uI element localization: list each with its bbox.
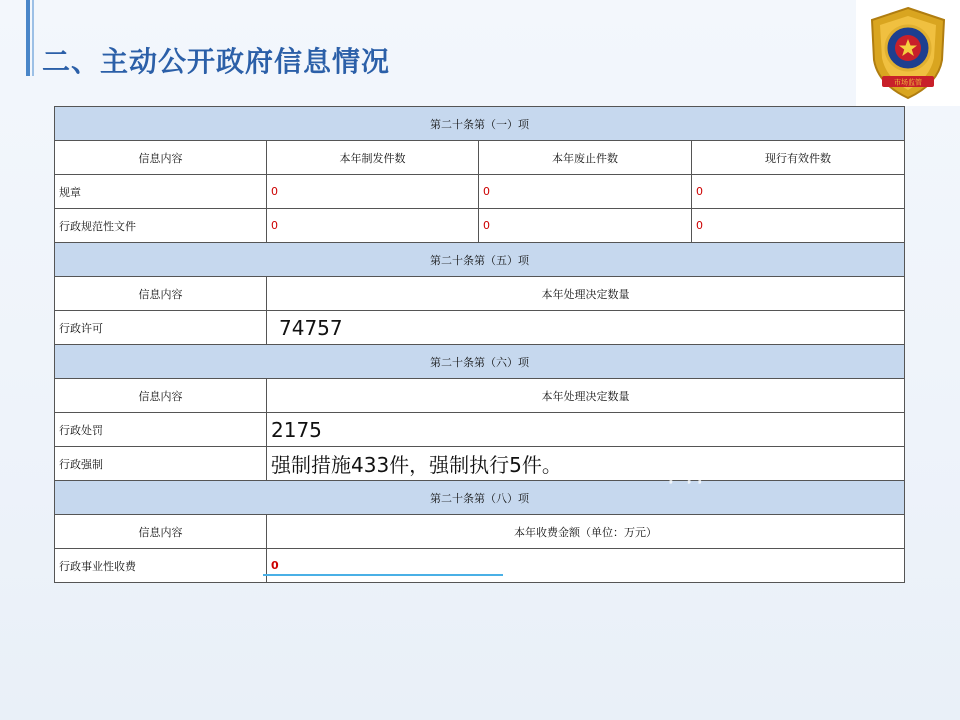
badge-ribbon-text: 市场监管	[894, 78, 922, 87]
ghost-percent-text: 80%	[112, 319, 165, 344]
section-row	[55, 107, 905, 141]
title-accent-bar-light	[32, 0, 34, 76]
column-header: 信息内容	[55, 141, 267, 175]
ghost-word-geti: 个体	[658, 458, 711, 488]
ghost-word-qiye: 企业	[658, 384, 711, 414]
table-row	[55, 311, 905, 345]
badge-emblem-icon	[864, 4, 952, 102]
table-cell: 强制措施433件，强制执行5件。	[267, 447, 905, 481]
column-header: 信息内容	[55, 515, 267, 549]
row-label: 行政事业性收费	[55, 549, 267, 583]
header-row	[55, 141, 905, 175]
row-label: 规章	[55, 175, 267, 209]
table-cell: 0	[479, 209, 692, 243]
header-row	[55, 277, 905, 311]
page-title: 二、主动公开政府信息情况	[42, 45, 391, 78]
info-table	[54, 106, 905, 583]
row-label: 行政强制	[55, 447, 267, 481]
section-title: 第二十条第（五）项	[55, 243, 905, 277]
column-header: 本年处理决定数量	[267, 277, 905, 311]
table-cell	[267, 549, 905, 583]
row-label: 行政许可	[55, 311, 267, 345]
table-row	[55, 209, 905, 243]
table-row	[55, 447, 905, 481]
table-row	[55, 175, 905, 209]
table-row	[55, 549, 905, 583]
column-header: 现行有效件数	[692, 141, 905, 175]
police-badge-logo	[856, 0, 960, 106]
table-cell: 0	[692, 175, 905, 209]
table-cell: 2175	[267, 413, 905, 447]
table-cell: 0	[692, 209, 905, 243]
title-accent-bar	[26, 0, 30, 76]
column-header: 本年处理决定数量	[267, 379, 905, 413]
column-header: 信息内容	[55, 277, 267, 311]
column-header: 本年废止件数	[479, 141, 692, 175]
column-header: 信息内容	[55, 379, 267, 413]
section-row	[55, 481, 905, 515]
column-header: 本年制发件数	[267, 141, 479, 175]
table-row	[55, 413, 905, 447]
section-title: 第二十条第（六）项	[55, 345, 905, 379]
section-title: 第二十条第（八）项	[55, 481, 905, 515]
fee-value: 0	[271, 559, 279, 572]
section-title: 第二十条第（一）项	[55, 107, 905, 141]
table-cell: 0	[267, 209, 479, 243]
section-row	[55, 243, 905, 277]
section-row	[55, 345, 905, 379]
header-row	[55, 379, 905, 413]
table-cell: 74757	[267, 311, 905, 345]
row-label: 行政处罚	[55, 413, 267, 447]
column-header: 本年收费金额（单位：万元）	[267, 515, 905, 549]
table-cell: 0	[479, 175, 692, 209]
table-cell: 0	[267, 175, 479, 209]
underline-decoration	[263, 574, 503, 576]
row-label: 行政规范性文件	[55, 209, 267, 243]
header-row	[55, 515, 905, 549]
